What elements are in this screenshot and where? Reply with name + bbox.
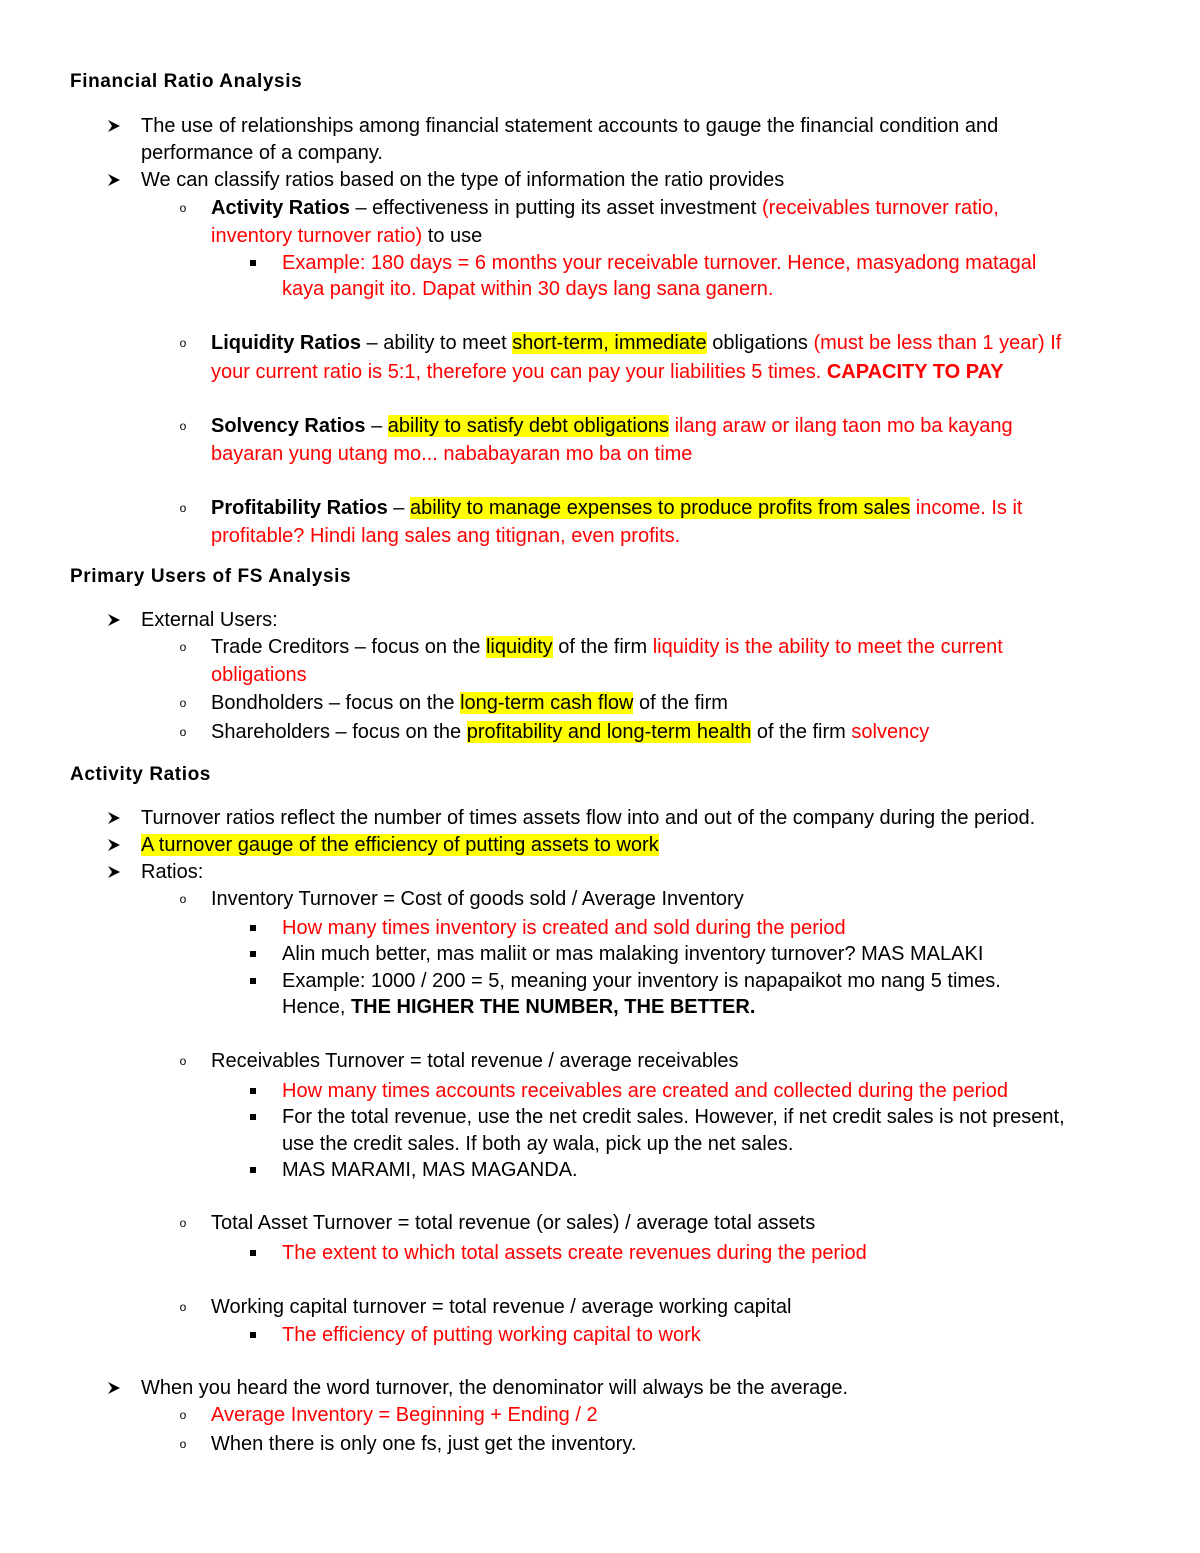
- note: Alin much better, mas maliit or mas malaking inventory turnover? MAS MALAKI: [282, 943, 984, 965]
- note: The efficiency of putting working capital to work: [282, 1324, 701, 1346]
- bullet-text: External Users:: [141, 609, 278, 631]
- bullet-text: We can classify ratios based on the type of information the ratio provides: [141, 169, 785, 191]
- arrowhead-bullet-icon: [104, 832, 124, 858]
- highlight: short-term, immediate: [512, 332, 707, 354]
- term: Liquidity Ratios: [211, 332, 361, 354]
- highlight: ability to manage expenses to produce profits from sales: [409, 497, 911, 519]
- square-bullet-icon: [243, 1078, 263, 1104]
- bullet-text: The use of relationships among financial statement accounts to gauge the financial condition and: [141, 115, 999, 137]
- note-continued: [282, 994, 755, 1020]
- description: obligations: [706, 332, 814, 354]
- description: of the firm: [633, 692, 728, 714]
- note-continued: use the credit sales. If both ay wala, pick up the net sales.: [282, 1133, 794, 1155]
- circle-bullet-icon: o: [179, 201, 187, 215]
- arrowhead-bullet-icon: [104, 113, 124, 139]
- circle-bullet-icon: o: [179, 336, 187, 350]
- emphasis: CAPACITY TO PAY: [826, 361, 1004, 383]
- average-inventory-note: Average Inventory = Beginning + Ending / 2: [211, 1404, 598, 1426]
- heading-financial-ratio-analysis: Financial Ratio Analysis: [70, 71, 303, 92]
- arrowhead-bullet-icon: [104, 607, 124, 633]
- term: Profitability Ratios: [211, 497, 388, 519]
- bullet-line: [141, 832, 659, 858]
- arrowhead-bullet-icon: [104, 167, 124, 193]
- description: –: [365, 415, 388, 437]
- description: Shareholders – focus on the: [211, 721, 467, 743]
- note: ilang araw or ilang taon mo ba kayang: [669, 415, 1013, 437]
- shareholders-item: [211, 719, 929, 745]
- trade-creditors-item: [211, 634, 1003, 660]
- note: How many times inventory is created and sold during the period: [282, 917, 846, 939]
- description: Trade Creditors – focus on the: [211, 636, 486, 658]
- note-continued: profitable? Hindi lang sales ang titignan, even profits.: [211, 525, 681, 547]
- note-continued: bayaran yung utang mo... nababayaran mo ba on time: [211, 443, 693, 465]
- description: of the firm: [751, 721, 852, 743]
- note: MAS MARAMI, MAS MAGANDA.: [282, 1159, 578, 1181]
- bullet-text: Turnover ratios reflect the number of times assets flow into and out of the company during the period.: [141, 807, 1036, 829]
- square-bullet-icon: [243, 250, 263, 276]
- note: solvency: [851, 721, 930, 743]
- heading-primary-users: Primary Users of FS Analysis: [70, 566, 352, 587]
- note: liquidity is the ability to meet the current: [652, 636, 1003, 658]
- highlight: long-term cash flow: [460, 692, 634, 714]
- profitability-ratios-item: [211, 495, 1022, 521]
- description: Bondholders – focus on the: [211, 692, 461, 714]
- highlight: ability to satisfy debt obligations: [387, 415, 670, 437]
- square-bullet-icon: [243, 1322, 263, 1348]
- square-bullet-icon: [243, 1104, 263, 1130]
- arrowhead-bullet-icon: [104, 805, 124, 831]
- liquidity-ratios-item-continued: [211, 359, 1004, 385]
- bullet-text: When you heard the word turnover, the denominator will always be the average.: [141, 1377, 849, 1399]
- circle-bullet-icon: o: [179, 696, 187, 710]
- circle-bullet-icon: o: [179, 1216, 187, 1230]
- working-capital-turnover-formula: Working capital turnover = total revenue / average working capital: [211, 1296, 792, 1318]
- description: – ability to meet: [361, 332, 513, 354]
- solvency-ratios-item: [211, 413, 1013, 439]
- square-bullet-icon: [243, 941, 263, 967]
- square-bullet-icon: [243, 968, 263, 994]
- note: How many times accounts receivables are created and collected during the period: [282, 1080, 1008, 1102]
- note: (must be less than 1 year) If: [813, 332, 1062, 354]
- inventory-turnover-formula: Inventory Turnover = Cost of goods sold / Average Inventory: [211, 888, 744, 910]
- text: Hence,: [282, 996, 351, 1018]
- circle-bullet-icon: o: [179, 725, 187, 739]
- bondholders-item: [211, 690, 728, 716]
- receivables-turnover-formula: Receivables Turnover = total revenue / average receivables: [211, 1050, 739, 1072]
- note: (receivables turnover ratio,: [762, 197, 999, 219]
- circle-bullet-icon: o: [179, 1054, 187, 1068]
- activity-ratios-item-continued: [211, 223, 482, 249]
- note: For the total revenue, use the net credit sales. However, if net credit sales is not present,: [282, 1106, 1065, 1128]
- heading-activity-ratios: Activity Ratios: [70, 764, 211, 785]
- total-asset-turnover-formula: Total Asset Turnover = total revenue (or sales) / average total assets: [211, 1212, 816, 1234]
- circle-bullet-icon: o: [179, 1437, 187, 1451]
- bullet-text-continued: performance of a company.: [141, 142, 383, 164]
- note: The extent to which total assets create revenues during the period: [282, 1242, 867, 1264]
- note-continued: obligations: [211, 664, 307, 686]
- note: inventory turnover ratio): [211, 225, 423, 247]
- circle-bullet-icon: o: [179, 640, 187, 654]
- note: income. Is it: [910, 497, 1023, 519]
- note: your current ratio is 5:1, therefore you can pay your liabilities 5 times.: [211, 361, 827, 383]
- activity-ratios-item: [211, 195, 999, 221]
- term: Solvency Ratios: [211, 415, 366, 437]
- term: Activity Ratios: [211, 197, 350, 219]
- description: –: [387, 497, 410, 519]
- description: – effectiveness in putting its asset investment: [349, 197, 763, 219]
- circle-bullet-icon: o: [179, 501, 187, 515]
- description: of the firm: [552, 636, 653, 658]
- arrowhead-bullet-icon: [104, 859, 124, 885]
- note-continued: kaya pangit ito. Dapat within 30 days lang sana ganern.: [282, 278, 774, 300]
- circle-bullet-icon: o: [179, 1408, 187, 1422]
- arrowhead-bullet-icon: [104, 1375, 124, 1401]
- square-bullet-icon: [243, 1240, 263, 1266]
- description: to use: [422, 225, 483, 247]
- liquidity-ratios-item: [211, 330, 1061, 356]
- highlight: profitability and long-term health: [466, 721, 752, 743]
- circle-bullet-icon: o: [179, 1300, 187, 1314]
- note: Example: 180 days = 6 months your receivable turnover. Hence, masyadong matagal: [282, 252, 1037, 274]
- square-bullet-icon: [243, 1157, 263, 1183]
- emphasis: THE HIGHER THE NUMBER, THE BETTER.: [350, 996, 756, 1018]
- one-fs-note: When there is only one fs, just get the inventory.: [211, 1433, 637, 1455]
- square-bullet-icon: [243, 915, 263, 941]
- circle-bullet-icon: o: [179, 419, 187, 433]
- highlight: liquidity: [485, 636, 553, 658]
- circle-bullet-icon: o: [179, 892, 187, 906]
- highlight: A turnover gauge of the efficiency of putting assets to work: [141, 834, 659, 856]
- note: Example: 1000 / 200 = 5, meaning your inventory is napapaikot mo nang 5 times.: [282, 970, 1001, 992]
- bullet-text: Ratios:: [141, 861, 204, 883]
